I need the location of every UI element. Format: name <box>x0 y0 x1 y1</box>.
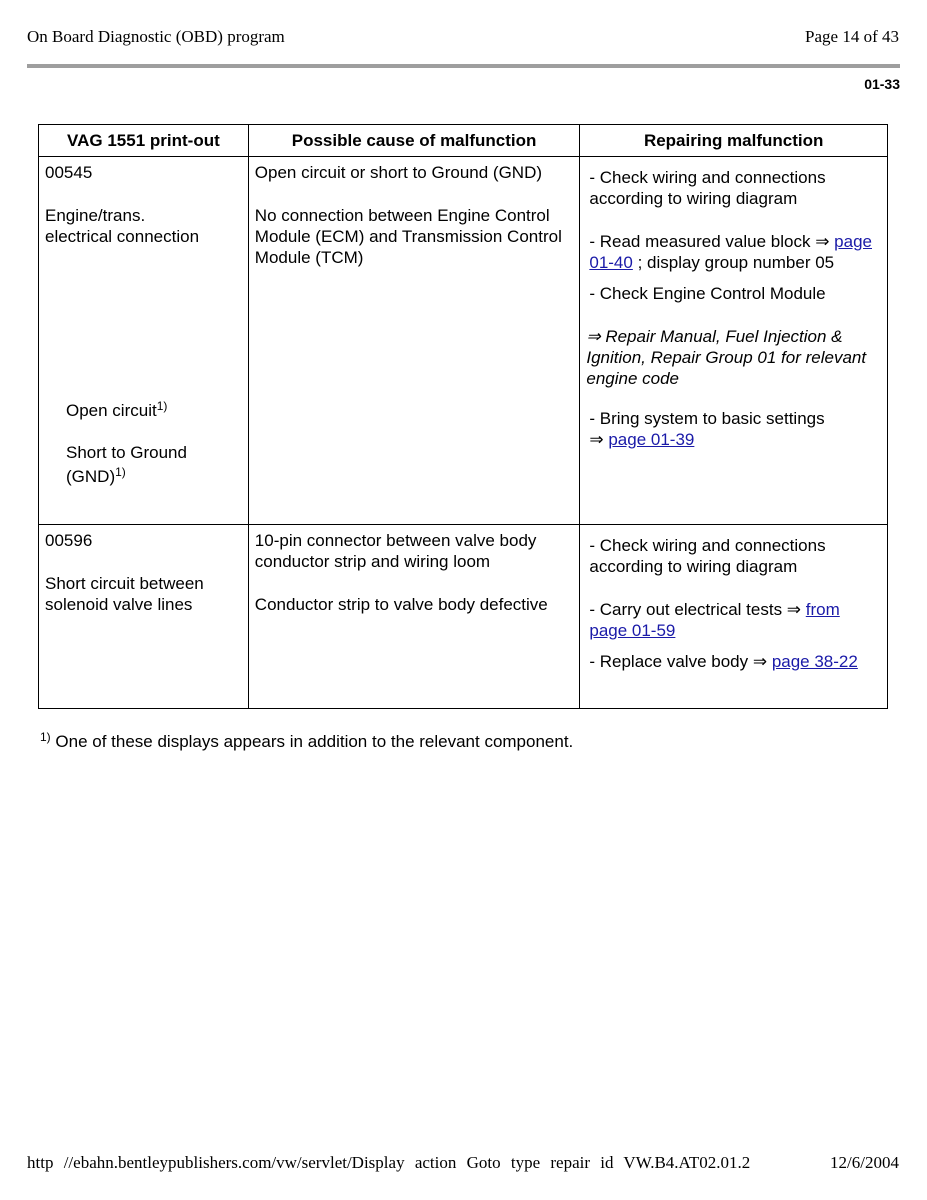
footnote-marker: 1) <box>115 465 126 479</box>
repair-step: - Check wiring and connections according to wiring diagram <box>589 536 826 576</box>
fault-subtype: Short to Ground <box>66 443 187 462</box>
repair-step: - Replace valve body ⇒ page 38-22 <box>589 652 858 671</box>
repair-manual-reference: ⇒ Repair Manual, Fuel Injection & Ignition, Repair Group 01 for relevant engine code <box>586 327 867 388</box>
table-header-row <box>39 125 888 157</box>
footer-url: http //ebahn.bentleypublishers.com/vw/servlet/Display action Goto type repair id VW.B4.AT02.01.2 <box>27 1153 751 1172</box>
table-row <box>39 525 888 709</box>
table-row <box>39 157 888 525</box>
fault-subtype: (GND)$^{1)}$ <box>66 465 126 486</box>
fault-subtype: Open circuit$^{1)}$ <box>66 399 168 420</box>
fault-description: electrical connection <box>45 227 200 246</box>
footer-date: 12/6/2004 <box>830 1153 899 1172</box>
document-title: On Board Diagnostic (OBD) program <box>27 27 285 46</box>
footnote-marker: 1) <box>156 399 168 413</box>
fault-table <box>38 124 888 709</box>
repair-step: - Check Engine Control Module <box>589 284 826 303</box>
page-link[interactable]: from page 01-59 <box>589 600 840 640</box>
page-link[interactable]: page 01-40 <box>589 232 872 272</box>
section-code: 01-33 <box>864 76 900 92</box>
footnote-marker: 1) <box>40 730 51 744</box>
printout-cell <box>39 525 249 709</box>
repair-step: - Read measured value block ⇒ page 01-40 ; display group number 05 <box>589 232 872 272</box>
cause-text: Open circuit or short to Ground (GND) <box>254 163 543 182</box>
header-divider <box>27 64 900 68</box>
repair-cell <box>580 525 888 709</box>
column-header-repair: Repairing malfunction <box>580 125 888 157</box>
column-header-cause: Possible cause of malfunction <box>248 125 580 157</box>
column-header-printout: VAG 1551 print-out <box>39 125 249 157</box>
cause-text: 10-pin connector between valve body conductor strip and wiring loom <box>254 531 537 571</box>
page-link[interactable]: page 01-39 <box>608 430 695 449</box>
cause-text: Conductor strip to valve body defective <box>254 595 548 614</box>
cause-text: No connection between Engine Control Module (ECM) and Transmission Control Module (TCM) <box>254 206 562 267</box>
cause-cell <box>248 525 580 709</box>
repair-step: - Bring system to basic settings ⇒ page 01-39 <box>589 409 825 449</box>
printout-cell <box>39 157 249 525</box>
fault-code: 00596 <box>45 531 93 550</box>
page-indicator: Page 14 of 43 <box>805 27 899 46</box>
repair-cell <box>580 157 888 525</box>
fault-code: 00545 <box>45 163 93 182</box>
fault-description: Engine/trans. <box>45 206 146 225</box>
fault-description: Short circuit between <box>45 574 204 593</box>
footnote: $^{1)}$ One of these displays appears in addition to the relevant component. <box>40 730 574 751</box>
page-link[interactable]: page 38-22 <box>771 652 858 671</box>
repair-step: - Carry out electrical tests ⇒ from page 01-59 <box>589 600 840 640</box>
repair-step: - Check wiring and connections according to wiring diagram <box>589 168 826 208</box>
cause-cell <box>248 157 580 525</box>
fault-description: solenoid valve lines <box>45 595 193 614</box>
